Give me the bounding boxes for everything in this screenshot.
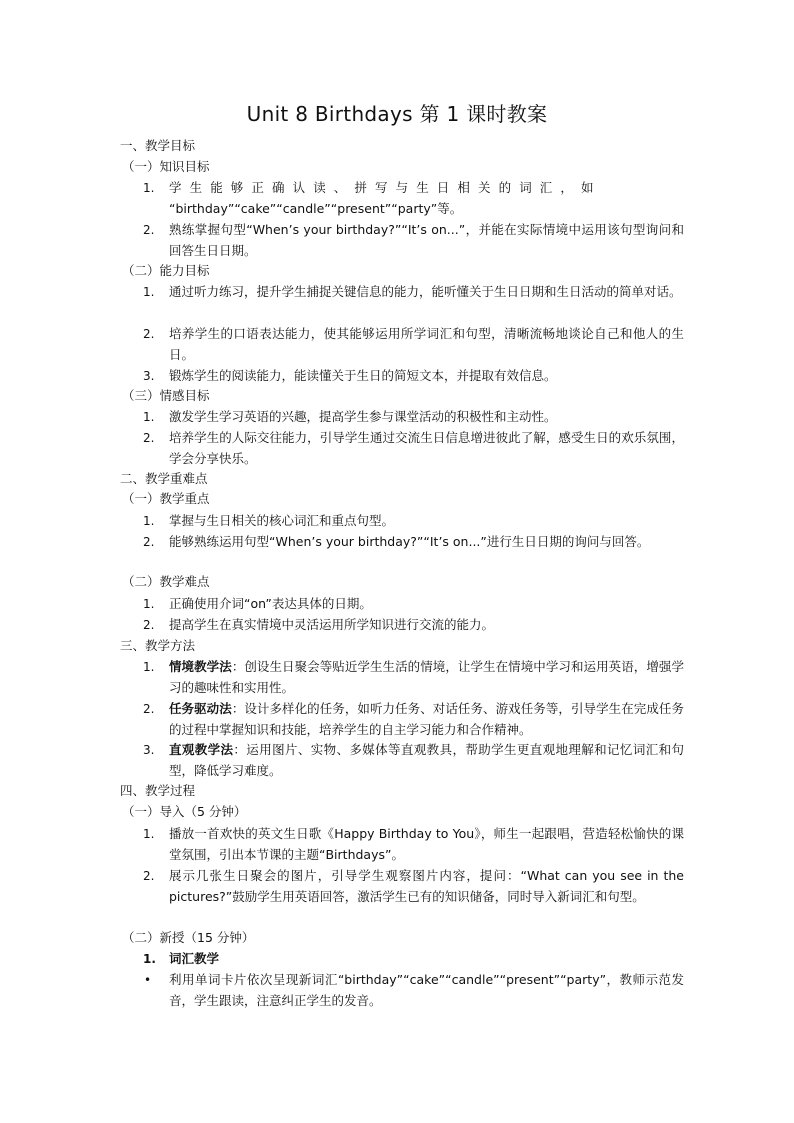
section-heading-process: 四、教学过程	[120, 783, 196, 798]
list-number: 2.	[143, 869, 155, 883]
list-number: 2.	[143, 535, 155, 549]
vocabulary-bullet-item: 利用单词卡片依次呈现新词汇“birthday”“cake”“candle”“present”“party”，教师示范发音，学生跟读，注意纠正学生的发音。	[169, 972, 684, 1008]
emotion-item-1: 激发学生学习英语的兴趣，提高学生参与课堂活动的积极性和主动性。	[169, 409, 557, 424]
difficulty-item-2: 提高学生在真实情境中灵活运用所学知识进行交流的能力。	[169, 617, 495, 632]
method-name: 直观教学法	[169, 742, 234, 757]
bullet-icon: •	[144, 973, 152, 987]
method-name: 情境教学法	[169, 659, 232, 674]
ability-item-3: 锻炼学生的阅读能力，能读懂关于生日的简短文本，并提取有效信息。	[169, 368, 557, 383]
knowledge-item-1-line2: “birthday”“cake”“candle”“present”“party”等。	[169, 201, 463, 216]
subsection-new-lesson: （二）新授（15 分钟）	[122, 930, 255, 945]
list-number: 2.	[143, 431, 155, 445]
knowledge-item-1-line1: 学生能够正确认读、拼写与生日相关的词汇，如	[169, 180, 602, 195]
list-number: 1.	[143, 181, 155, 195]
subsection-knowledge: （一）知识目标	[122, 159, 210, 174]
list-number: 1.	[143, 410, 155, 424]
list-number: 2.	[143, 223, 155, 237]
list-number: 2.	[143, 327, 155, 341]
list-number: 1.	[143, 597, 155, 611]
subsection-emotion: （三）情感目标	[122, 388, 210, 403]
list-number: 2.	[143, 618, 155, 632]
list-number: 3.	[143, 743, 155, 757]
subsection-ability: （二）能力目标	[122, 263, 210, 278]
method-description: ：创设生日聚会等贴近学生生活的情境，让学生在情境中学习和运用英语，增强学习的趣味性和实用性。	[169, 659, 684, 695]
list-number: 2.	[143, 702, 155, 716]
knowledge-item-2: 熟练掌握句型“When’s your birthday?”“It’s on...”，并能在实际情境中运用该句型询问和回答生日日期。	[169, 222, 684, 258]
subsection-lead-in: （一）导入（5 分钟）	[122, 804, 247, 819]
method-item-3	[169, 740, 684, 781]
new-lesson-item-1: 词汇教学	[169, 951, 220, 966]
method-description: ：运用图片、实物、多媒体等直观教具，帮助学生更直观地理解和记忆词汇和句型，降低学习难度。	[169, 742, 684, 778]
method-item-1	[169, 657, 684, 698]
method-name: 任务驱动法	[169, 701, 232, 716]
method-item-2	[169, 699, 684, 740]
method-description: ：设计多样化的任务，如听力任务、对话任务、游戏任务等，引导学生在完成任务的过程中掌握知识和技能，培养学生的自主学习能力和合作精神。	[169, 701, 684, 737]
key-point-item-2: 能够熟练运用句型“When’s your birthday?”“It’s on...”进行生日日期的询问与回答。	[169, 534, 650, 549]
list-number: 1.	[143, 285, 155, 299]
list-number: 1.	[143, 514, 155, 528]
list-number: 3.	[143, 369, 155, 383]
section-heading-methods: 三、教学方法	[120, 638, 196, 653]
lead-in-item-1: 播放一首欢快的英文生日歌《Happy Birthday to You》，师生一起跟唱，营造轻松愉快的课堂氛围，引出本节课的主题“Birthdays”。	[169, 826, 684, 862]
subsection-key-points: （一）教学重点	[122, 491, 210, 506]
subsection-difficulties: （二）教学难点	[122, 574, 210, 589]
lead-in-item-2: 展示几张生日聚会的图片，引导学生观察图片内容，提问：“What can you see in the pictures?”鼓励学生用英语回答，激活学生已有的知识储备，同时导入新词汇和句型。	[169, 868, 684, 904]
document-title: Unit 8 Birthdays 第 1 课时教案	[246, 102, 548, 126]
key-point-item-1: 掌握与生日相关的核心词汇和重点句型。	[169, 513, 395, 528]
list-number: 1.	[143, 660, 155, 674]
difficulty-item-1: 正确使用介词“on”表达具体的日期。	[169, 596, 372, 611]
ability-item-1: 通过听力练习，提升学生捕捉关键信息的能力，能听懂关于生日日期和生日活动的简单对话。	[169, 284, 682, 299]
emotion-item-2: 培养学生的人际交往能力，引导学生通过交流生日信息增进彼此了解，感受生日的欢乐氛围，学会分享快乐。	[169, 430, 684, 466]
list-number: 1.	[143, 952, 156, 966]
list-number: 1.	[143, 827, 155, 841]
section-heading-objectives: 一、教学目标	[120, 138, 196, 153]
ability-item-2: 培养学生的口语表达能力，使其能够运用所学词汇和句型，清晰流畅地谈论自己和他人的生日。	[169, 326, 684, 362]
section-heading-key-points: 二、教学重难点	[120, 471, 208, 486]
